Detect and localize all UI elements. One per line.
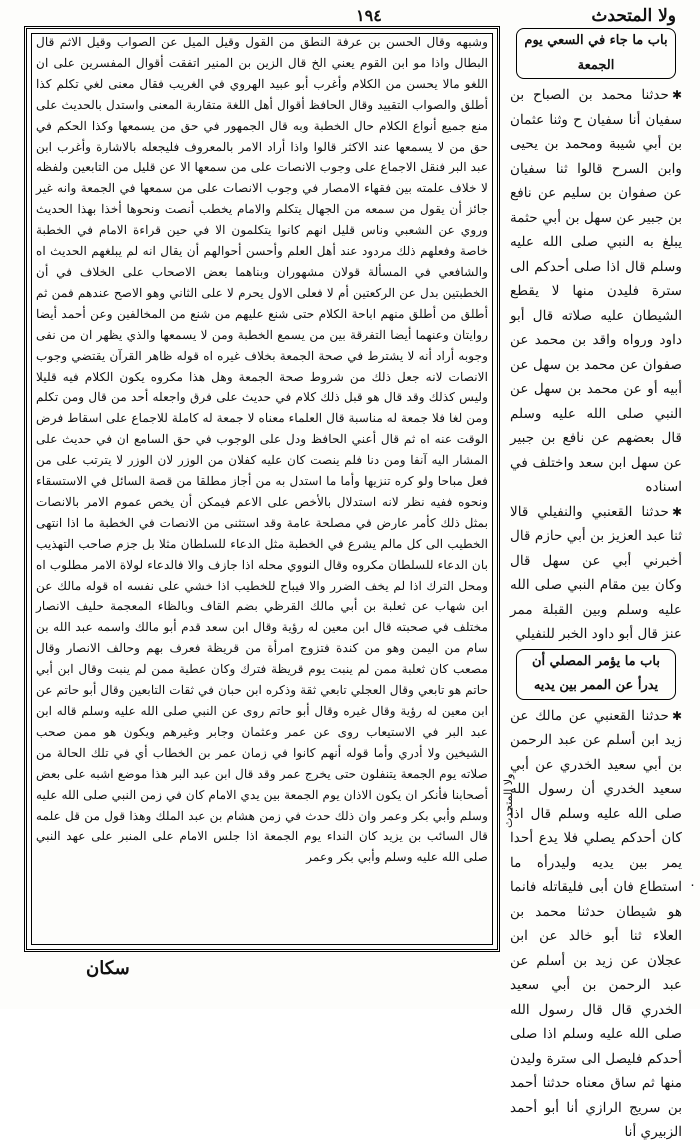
footer-catchword: سكان	[86, 958, 130, 979]
main-text-column	[510, 26, 682, 1140]
hadith-text: حدثنا محمد بن الصباح بن سفيان أنا سفيان ح وثنا عثمان بن أبي شيبة ومحمد بن يحيى وابن السرح قالوا ثنا سفيان عن صفوان بن سليم عن نافع بن جبير عن سهل بن أبي حثمة يبلغ به النبي صلى الله عليه وسلم قال اذا صلى أحدكم الى سترة فليدن منها لا يقطع الشيطان عليه صلاته قال أبو داود ورواه واقد بن محمد عن صفوان عن محمد بن سهل عن أبيه أو عن محمد بن سهل عن النبي صلى الله عليه وسلم قال بعضهم عن نافع بن جبير عن سهل ابن سعد واختلف في اسناده	[510, 87, 682, 495]
hadith-text: حدثنا القعنبي عن مالك عن زيد ابن أسلم عن عبد الرحمن بن أبي سعيد الخدري عن أبي سعيد الخدري أن رسول الله صلى الله عليه وسلم قال اذا كان أحدكم يصلي فلا يدع أحدا يمر بين يديه وليدرأه ما استطاع فان أبى فليقاتله فانما هو شيطان حدثنا محمد بن العلاء ثنا أبو خالد عن ابن عجلان عن زيد بن أسلم عن عبد الرحمن بن أبي سعيد الخدري قال قال رسول الله صلى الله عليه وسلم اذا صلى أحدكم فليصل الى سترة وليدن منها ثم ساق معناه حدثنا أحمد بن سريج الرازي أنا أبو أحمد الزبيري أنا	[510, 707, 682, 1140]
running-head: ولا المتحدث	[591, 6, 676, 26]
hadith-paragraph	[510, 500, 682, 647]
hadith-paragraph	[510, 704, 682, 1145]
star-icon: ✱	[671, 88, 682, 102]
hadith-paragraph	[510, 83, 682, 500]
commentary-paragraph: وشبهه وقال الحسن بن عرفة النطق من القول وقيل الميل عن الصواب وقيل الاثم قال البطال واذا مو ابن القوم يعني الخ قال الزين بن المنير اتفقت أقوال المفسرين على ان اللغو مالا يحسن من الكلام وأغرب أبو عبيد الهروي في الغريب فقال معنى لغي تكلم كذا أطلق والصواب التقييد وقال الحافظ أقوال أهل اللغة متقاربة المعنى واستدل بالحديث على منع جميع أنواع الكلام حال الخطبة وبه قال الجمهور في حق من يسمعها وكذا الحكم في حق من لا يسمعها عند الاكثر قالوا واذا أراد الامر بالمعروف فليجعله بالاشارة وأغرب ابن عبد البر فنقل الاجماع على وجوب الانصات على من سمعها الا عن قليل من التابعين ولفظه لا خلاف علمته بين فقهاء الامصار في وجوب الانصات على من سمعها في الجمعة وانه غير جائز أن يقول من سمعه من الجهال يتكلم والامام يخطب أنصت ونحوها أخذا بهذا الحديث وروي عن الشعبي وناس قليل انهم كانوا يتكلمون الا في حين قراءة الامام في الخطبة خاصة وفعلهم ذلك مردود عند أهل العلم وأحسن أحوالهم أن يقال انه لم يبلغهم الحديث اه والشافعي في المسألة قولان مشهوران وبناهما بعض الاصحاب على الخلاف في أن الخطبتين بدل عن الركعتين أم لا فعلى الاول يحرم لا على الثاني وهو الاصح عندهم فمن ثم أطلق من أطلق منهم اباحة الكلام حتى شنع عليهم من شنع من المخالفين وعن أحمد أيضا روايتان وعنهما أيضا التفرقة بين من يسمع الخطبة ومن لا يسمعها والذي يظهر ان من نفى وجوبه أراد أنه لا يشترط في صحة الجمعة بخلاف غيره اه قوله ظاهر القرآن يقتضي وجوب الانصات لانه جعل ذلك من شروط صحة الجمعة وهل هذا مكروه يكون الكلام فيه قليلا وليس كذلك وقد قال هو قبل ذلك كلام في حديث على فرق واجعله أحد من قال ومن تكلم ومن لغا فلا جمعة له مناسبة قال العلماء معناه لا جمعة له كاملة للاجماع على اسقاط فرض الوقت عنه اه ثم قال أعني الحافظ ودل على الوجوب في حق السامع ان في حديث على المشار اليه آنفا ومن دنا فلم ينصت كان عليه كفلان من الوزر لان الوزر لا يترتب على من فعل مباحا ولو كره تنزيها وأما ما استدل به من أجاز مطلقا من قصة السائل في الاستسقاء ونحوه ففيه نظر لانه استدلال بالأخص على الاعم فيمكن أن يخص عموم الامر بالانصات بمثل ذلك كأمر عارض في مصلحة عامة وقد استثنى من الانصات في الخطبة ما اذا انتهى الخطيب الى كل مالم يشرع في الخطبة مثل الدعاء للسلطان مثلا بل جزم صاحب التهذيب بان الدعاء للسلطان مكروه وقال النووي محله اذا جازف والا فالدعاء لولاة الامر مطلوب اه ومحل الترك اذا لم يخف الضرر والا فيباح للخطيب اذا خشي على نفسه اه قوله مالك عن ابن شهاب عن ثعلبة بن أبي مالك القرظي بضم القاف وبالظاء المعجمة حليف الانصار مختلف في صحبته قال ابن معين له رؤية وقال ابن سعد قدم أبو مالك واسمه عبد الله بن سام من اليمن وهو من كندة فتزوج امرأة من قريظة فعرف بهم وحالف الانصار وقال مصعب كان ثعلبة ممن لم ينبت يوم قريظة فترك وكان عطية ممن لم ينبت وقال ابن أبي حاتم هو تابعي وقال العجلي تابعي ثقة وذكره ابن حبان في ثقات التابعين وقال أبو حاتم عن ابن معين له رؤية وقال غيره وقال أبو حاتم روى عن النبي صلى الله عليه وسلم قاله ابن عبد البر في الاستيعاب روى عن عمر وعثمان وجابر وغيرهم ويكون هو ممن صحب الشيخين ولا أدري وأما قوله أنهم كانوا في زمان عمر بن الخطاب أي في تلك الحالة من صلاته يوم الجمعة يتنفلون حتى يخرج عمر وقد قال ابن عبد البر هذا موضع اشبه على بعض أصحابنا فأنكر ان يكون الاذان يوم الجمعة بين يدي الامام كان في زمن النبي صلى الله عليه وسلم وأبي بكر وعمر وان ذلك حدث في زمن هشام بن عبد الملك وهذا قول من قل علمه قال السائب بن يزيد كان النداء يوم الجمعة اذا جلس الامام على المنبر على عهد النبي صلى الله عليه وسلم وأبي بكر وعمر	[36, 35, 488, 865]
page-header	[20, 6, 680, 28]
commentary-text	[36, 32, 488, 944]
chapter-heading: باب ما جاء في السعي يوم الجمعة	[516, 28, 676, 79]
star-icon: ✱	[671, 708, 682, 723]
handwritten-margin-note: ولا المتحدث	[502, 773, 515, 828]
hadith-text: حدثنا القعنبي والنفيلي قالا ثنا عبد العزيز بن أبي حازم قال أخبرني أبي عن سهل قال وكان بين مقام النبي صلى الله عليه وسلم وبين القبلة ممر عنز قال أبو داود الخبر للنفيلي	[510, 503, 682, 642]
chapter-heading: باب ما يؤمر المصلي أن يدرأ عن الممر بين يديه	[516, 649, 676, 700]
page-number: ١٩٤	[356, 6, 382, 25]
edge-mark: ٠	[689, 878, 696, 893]
star-icon: ✱	[671, 504, 682, 519]
